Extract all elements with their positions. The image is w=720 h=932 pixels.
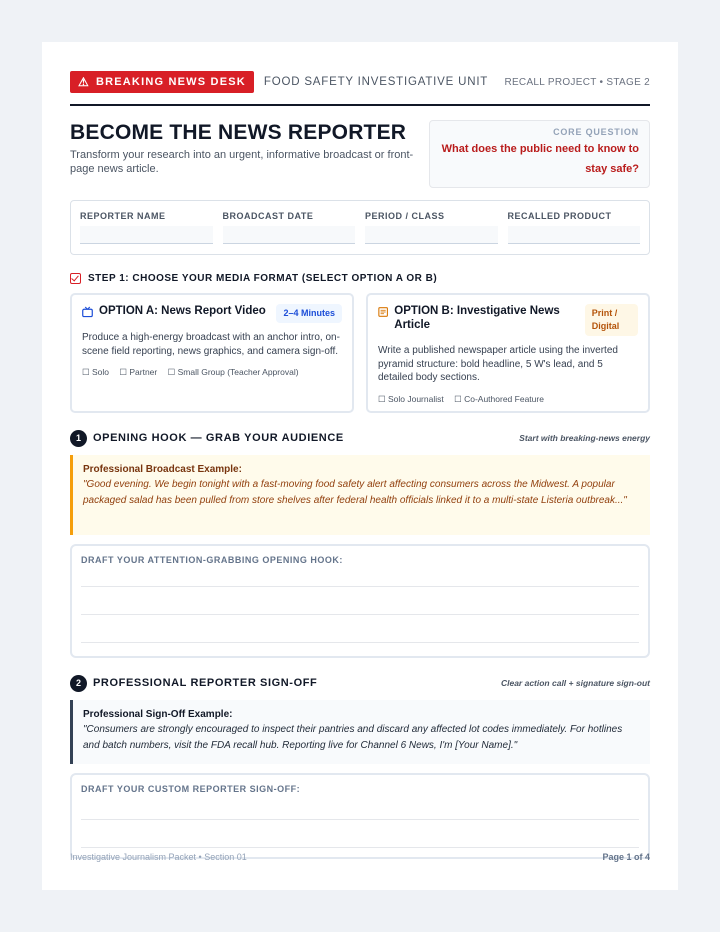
core-question-text: What does the public need to know to stay safe?: [441, 143, 639, 175]
period-class-input[interactable]: [365, 226, 498, 244]
hero-text: [70, 120, 428, 188]
breaking-news-badge: [70, 71, 254, 93]
format-pill: Print / Digital: [585, 304, 638, 336]
section-hint: Start with breaking-news energy: [519, 433, 650, 443]
example-quote: "Good evening. We begin tonight with a fast-moving food safety alert affecting consumers across the Midwest. A popular packaged salad has been pulled from store shelves after federal health officials linked it to a multi-state Listeria outbreak...": [83, 479, 627, 506]
option-a-card[interactable]: [70, 293, 354, 413]
signoff-example: [70, 700, 650, 764]
page-footer: [70, 852, 650, 862]
option-title: OPTION B: Investigative News Article: [394, 305, 560, 331]
unit-name: FOOD SAFETY INVESTIGATIVE UNIT: [263, 76, 489, 88]
field-broadcast-date: [223, 211, 356, 254]
signoff-draft[interactable]: [70, 773, 650, 859]
draft-label: DRAFT YOUR CUSTOM REPORTER SIGN-OFF:: [81, 784, 301, 794]
draft-label: DRAFT YOUR ATTENTION-GRABBING OPENING HOOK:: [81, 555, 343, 565]
broadcast-date-input[interactable]: [223, 226, 356, 244]
choice-co-authored[interactable]: ☐ Co-Authored Feature: [454, 393, 544, 404]
top-bar: [70, 70, 650, 94]
writing-line: [81, 847, 639, 848]
field-label: BROADCAST DATE: [222, 211, 314, 221]
option-description: Produce a high-energy broadcast with an anchor intro, on-scene field reporting, news graphics, and camera sign-off.: [82, 332, 340, 357]
page-number: Page 1 of 4: [602, 852, 650, 862]
option-b-card[interactable]: [366, 293, 650, 413]
footer-text: Investigative Journalism Packet • Section 01: [70, 852, 247, 862]
stage-label: RECALL PROJECT • STAGE 2: [504, 76, 650, 88]
writing-line: [81, 819, 639, 820]
reporter-info-fields: [70, 200, 650, 255]
warning-icon: ⚠: [78, 75, 90, 89]
opening-hook-draft[interactable]: [70, 544, 650, 658]
reporter-name-input[interactable]: [80, 226, 213, 244]
choice-solo[interactable]: ☐ Solo: [82, 367, 109, 377]
step-1-heading: [70, 271, 650, 285]
newspaper-icon: [378, 306, 388, 318]
core-question-card: [429, 120, 650, 188]
option-choices: [378, 394, 638, 405]
field-label: PERIOD / CLASS: [365, 211, 445, 221]
media-format-options: [70, 293, 650, 413]
section-number: 2: [70, 675, 87, 692]
field-label: RECALLED PRODUCT: [507, 211, 612, 221]
page-title: BECOME THE NEWS REPORTER: [70, 121, 407, 144]
field-recalled-product: [508, 211, 641, 254]
field-period-class: [365, 211, 498, 254]
tv-icon: [82, 306, 93, 318]
example-quote: "Consumers are strongly encouraged to inspect their pantries and discard any affected lot codes immediately. For hotlines and batch numbers, visit the FDA recall hub. Reporting live for Channel 6 News, I'm [Your Name].": [83, 724, 623, 751]
option-header: [378, 304, 638, 336]
section-hint: Clear action call + signature sign-out: [500, 678, 650, 688]
choice-solo-journalist[interactable]: ☐ Solo Journalist: [378, 393, 444, 404]
option-choices: [82, 367, 342, 378]
duration-pill: 2–4 Minutes: [276, 304, 342, 323]
step-1-title: STEP 1: CHOOSE YOUR MEDIA FORMAT (SELECT OPTION A OR B): [88, 272, 438, 284]
section-1-heading: [70, 429, 650, 447]
writing-line: [81, 642, 639, 643]
page-subtitle: Transform your research into an urgent, informative broadcast or front-page news article.: [70, 149, 414, 175]
section-title: OPENING HOOK — GRAB YOUR AUDIENCE: [93, 432, 344, 444]
header-rule: [70, 104, 650, 106]
section-title: PROFESSIONAL REPORTER SIGN-OFF: [93, 677, 318, 689]
choice-partner[interactable]: ☐ Partner: [119, 367, 158, 377]
worksheet-page: [42, 42, 678, 890]
section-number: 1: [70, 430, 87, 447]
option-description: Write a published newspaper article using the inverted pyramid structure: bold headline, 5 W's lead, and 5 detailed body sections.: [378, 345, 618, 383]
checkbox-icon: [70, 273, 81, 284]
broadcast-example: [70, 455, 650, 535]
option-title: OPTION A: News Report Video: [99, 305, 266, 317]
section-2-heading: [70, 674, 650, 692]
writing-line: [81, 586, 639, 587]
core-question-label: CORE QUESTION: [553, 127, 639, 137]
field-reporter-name: [80, 211, 213, 254]
example-label: Professional Broadcast Example:: [83, 464, 242, 475]
badge-label: BREAKING NEWS DESK: [95, 76, 246, 88]
recalled-product-input[interactable]: [508, 226, 641, 244]
option-header: [82, 304, 342, 323]
field-label: REPORTER NAME: [80, 211, 166, 221]
choice-small-group[interactable]: ☐ Small Group (Teacher Approval): [167, 367, 299, 377]
hero: [70, 120, 650, 188]
example-label: Professional Sign-Off Example:: [83, 709, 233, 720]
writing-line: [81, 614, 639, 615]
